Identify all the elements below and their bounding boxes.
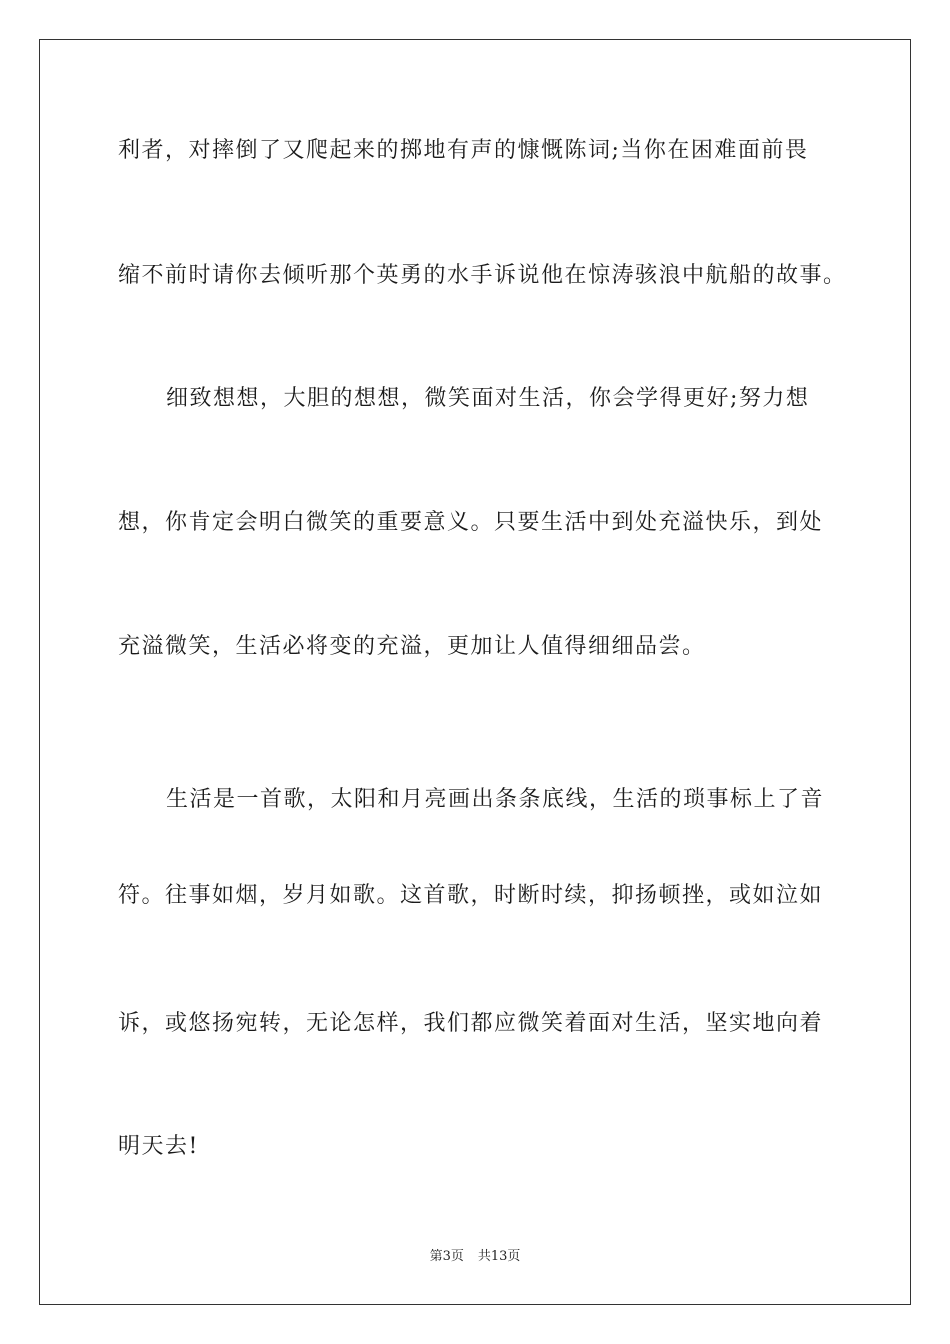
paragraph-1-line-2: 缩不前时请你去倾听那个英勇的水手诉说他在惊涛骇浪中航船的故事。 [118,263,847,288]
paragraph-2-line-3: 充溢微笑，生活必将变的充溢，更加让人值得细细品尝。 [118,634,706,659]
page-footer [0,1248,950,1266]
paragraph-3-line-1: 生活是一首歌，太阳和月亮画出条条底线，生活的琐事标上了音 [166,787,825,812]
page-number: 第3页 [429,1249,464,1264]
paragraph-3-line-2: 符。往事如烟，岁月如歌。这首歌，时断时续，抑扬顿挫，或如泣如 [118,883,824,908]
paragraph-1-line-1: 利者，对摔倒了又爬起来的掷地有声的慷慨陈词;当你在困难面前畏 [118,138,809,163]
paragraph-3-line-3: 诉，或悠扬宛转，无论怎样，我们都应微笑着面对生活，坚实地向着 [118,1011,824,1036]
page-border [39,39,911,1305]
page-total: 共13页 [477,1249,521,1264]
paragraph-3-line-4: 明天去! [118,1134,199,1159]
paragraph-2-line-2: 想，你肯定会明白微笑的重要意义。只要生活中到处充溢快乐，到处 [118,510,824,535]
paragraph-2-line-1: 细致想想，大胆的想想，微笑面对生活，你会学得更好;努力想 [166,386,810,411]
